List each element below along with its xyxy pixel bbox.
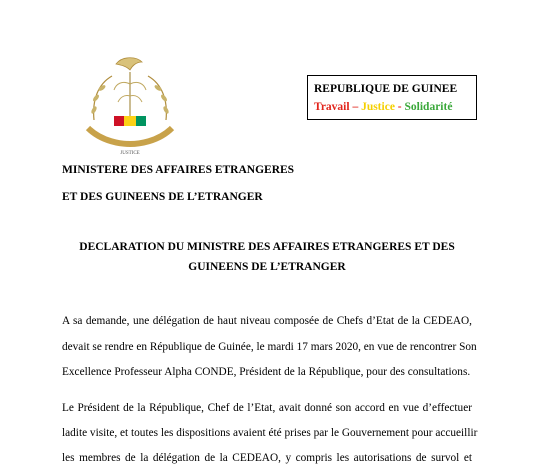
motto-separator: –: [349, 101, 362, 113]
declaration-title-line1: DECLARATION DU MINISTRE DES AFFAIRES ETRANGERES ET DES: [79, 241, 455, 253]
declaration-title-line2: GUINEENS DE L’ETRANGER: [188, 261, 346, 273]
motto-work: Travail: [314, 101, 350, 113]
republic-header-box: [307, 75, 477, 120]
ministry-name-line1: MINISTERE DES AFFAIRES ETRANGERES: [62, 164, 295, 176]
guinea-coat-of-arms-icon: [72, 50, 188, 160]
ministry-name-line2: ET DES GUINEENS DE L’ETRANGER: [62, 191, 263, 203]
paragraph-1-line: devait se rendre en République de Guinée, le mardi 17 mars 2020, en vue de rencontrer Son: [62, 341, 477, 353]
coat-of-arms: [72, 50, 188, 160]
motto-separator: -: [394, 101, 405, 113]
paragraph-2-line: les membres de la délégation de la CEDEAO, y compris les autorisations de survol et: [62, 452, 472, 464]
paragraph-1-line: A sa demande, une délégation de haut niveau composée de Chefs d’Etat de la CEDEAO,: [62, 315, 472, 327]
motto-solidarity: Solidarité: [404, 101, 453, 113]
republic-title: REPUBLIQUE DE GUINEE: [314, 83, 458, 95]
paragraph-2-line: Le Président de la République, Chef de l’Etat, avait donné son accord en vue d’effectuer: [62, 402, 472, 414]
motto-justice: Justice: [361, 101, 395, 113]
paragraph-1-line: Excellence Professeur Alpha CONDE, Président de la République, pour des consultations.: [62, 366, 471, 378]
svg-text:JUSTICE: JUSTICE: [120, 151, 140, 156]
national-motto: [314, 98, 476, 116]
paragraph-2-line: ladite visite, et toutes les dispositions avaient été prises par le Gouvernement pour accueillir: [62, 427, 478, 439]
